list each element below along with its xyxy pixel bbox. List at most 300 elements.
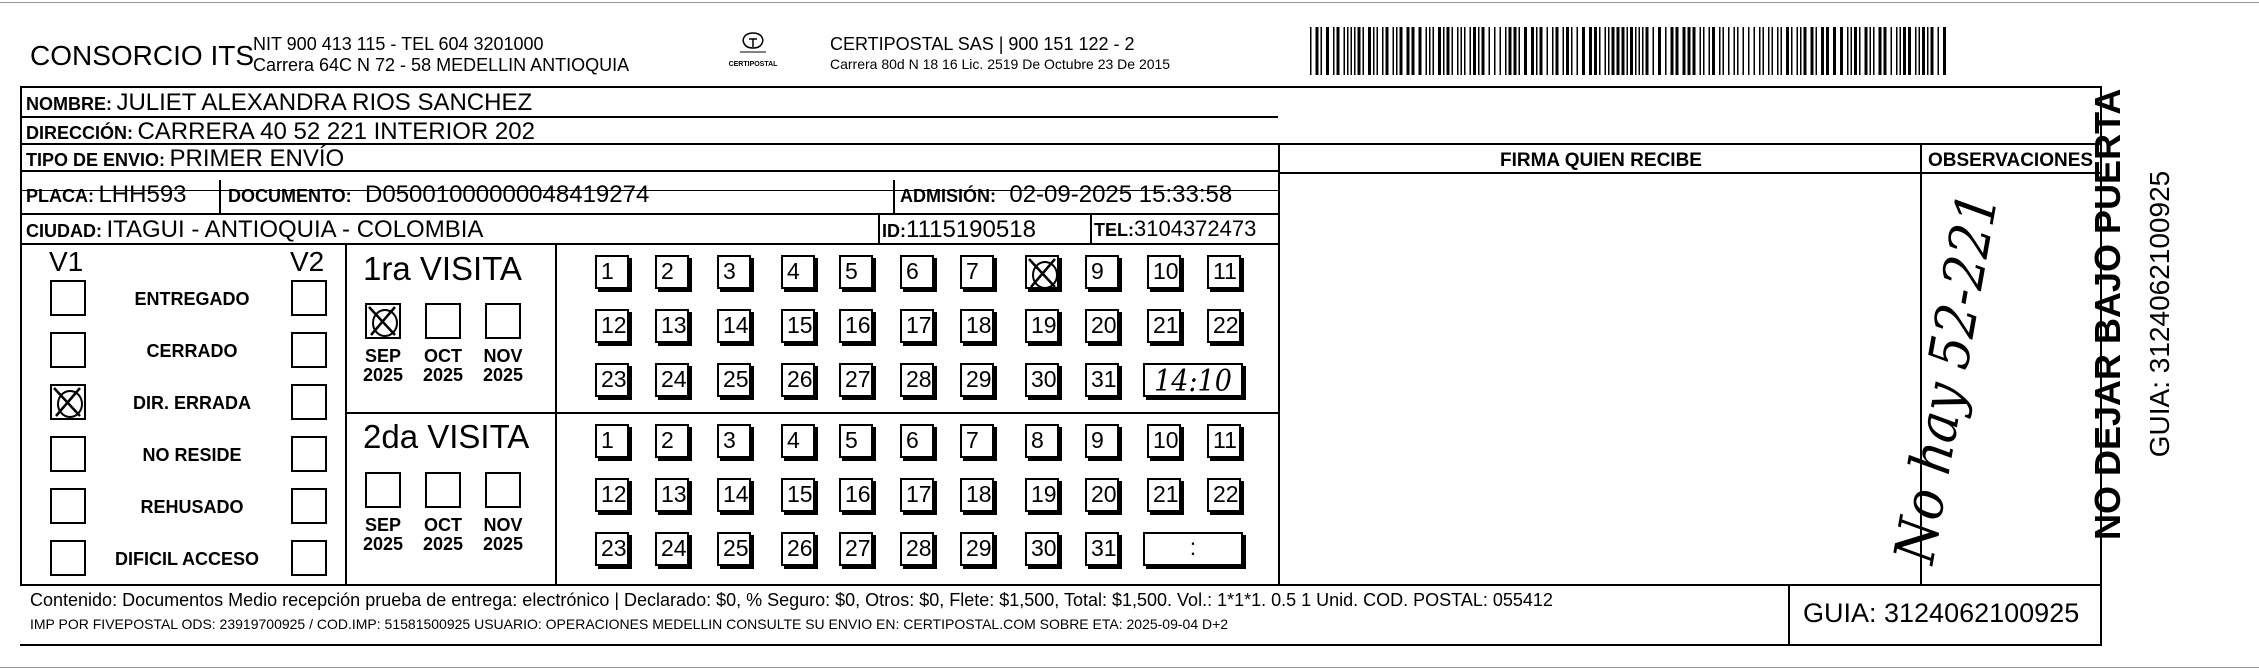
months-right-line-1 [555, 243, 557, 584]
barcode-bar [1438, 27, 1441, 75]
id-divider [878, 213, 880, 243]
barcode-bar [1536, 27, 1538, 75]
first-visit-day-box[interactable] [717, 363, 751, 397]
nombre-label: NOMBRE: [26, 94, 112, 114]
first-visit-day-box[interactable] [900, 255, 934, 289]
second-visit-day-box[interactable] [655, 532, 689, 566]
barcode-bar [1373, 27, 1375, 75]
second-visit-day-box[interactable] [900, 424, 934, 458]
day-number: 3 [723, 427, 736, 453]
first-visit-day-box[interactable] [960, 309, 994, 343]
barcode-bar [1772, 27, 1774, 75]
second-visit-day-box[interactable] [1085, 532, 1119, 566]
v2-checkbox[interactable] [291, 384, 327, 420]
id-row [882, 218, 1036, 242]
barcode-bar [1464, 27, 1466, 75]
first-visit-title: 1ra VISITA [363, 250, 522, 287]
day-number: 28 [906, 366, 932, 392]
second-visit-day-box[interactable] [1207, 424, 1241, 458]
day-number: 2 [661, 258, 674, 284]
first-visit-day-box[interactable] [717, 309, 751, 343]
barcode-bar [1723, 27, 1725, 75]
first-visit-day-box[interactable] [595, 255, 629, 289]
day-number: 24 [661, 535, 687, 561]
barcode-bar [1612, 27, 1615, 75]
barcode-bar [1386, 27, 1389, 75]
first-visit-day-box[interactable] [655, 309, 689, 343]
month-year: 2025 [422, 533, 464, 554]
barcode-bar [1400, 27, 1403, 75]
visits-middle-line [345, 412, 1278, 414]
day-number: 19 [1031, 481, 1057, 507]
day-number: 7 [966, 427, 979, 453]
day-number: 18 [966, 481, 992, 507]
second-visit-day-box[interactable] [595, 424, 629, 458]
second-visit-day-box[interactable] [655, 424, 689, 458]
barcode-bar [1326, 27, 1329, 75]
barcode-bar [1840, 27, 1843, 75]
second-visit-day-box[interactable] [595, 478, 629, 512]
first-visit-day-box[interactable] [960, 363, 994, 397]
barcode-bar [1865, 27, 1868, 75]
ciudad-label: CIUDAD: [26, 221, 102, 241]
tel-divider [1090, 213, 1092, 243]
footer-imp: IMP POR FIVEPOSTAL ODS: 23919700925 / COD.IMP: 51581500925 USUARIO: OPERACIONES MEDELLIN CONSULTE SU ENVIO EN: CERTIPOSTAL.COM SOBRE ETA: 2025-09-04 D+2 [30, 616, 1229, 632]
barcode-bar [1693, 27, 1696, 75]
second-visit-day-box[interactable] [900, 532, 934, 566]
barcode-bar [1452, 27, 1454, 75]
day-number: 14 [723, 312, 749, 338]
tipo-value: PRIMER ENVÍO [169, 145, 345, 172]
barcode-bar [1900, 27, 1902, 75]
first-visit-day-box[interactable] [960, 255, 994, 289]
first-visit-day-box[interactable] [1147, 255, 1181, 289]
barcode-bar [1728, 27, 1730, 75]
barcode-bar [1605, 27, 1607, 75]
barcode-bar [1577, 27, 1579, 75]
firma-left-line [1278, 143, 1280, 584]
second-visit-day-box[interactable] [781, 478, 815, 512]
day-number: 1 [601, 258, 614, 284]
day-number: 1 [601, 427, 614, 453]
v2-checkbox[interactable] [291, 540, 327, 576]
first-visit-day-box[interactable] [1025, 363, 1059, 397]
barcode-bar [1922, 27, 1925, 75]
day-number: 5 [845, 258, 858, 284]
tipo-row [26, 147, 344, 171]
second-visit-day-box[interactable] [1085, 478, 1119, 512]
day-number: 14 [723, 481, 749, 507]
certipostal-info-2: Carrera 80d N 18 16 Lic. 2519 De Octubre 23 De 2015 [830, 56, 1171, 72]
direccion-label: DIRECCIÓN: [26, 123, 133, 143]
id-value: 1115190518 [906, 216, 1036, 243]
barcode-bar [1676, 27, 1679, 75]
barcode-bar [1563, 27, 1565, 75]
first-visit-day-box[interactable] [1085, 309, 1119, 343]
second-visit-day-box[interactable] [839, 424, 873, 458]
barcode-bar [1482, 27, 1485, 75]
barcode-bar [1712, 27, 1715, 75]
barcode-bar [1547, 27, 1549, 75]
barcode-bar [1630, 27, 1633, 75]
v2-checkbox[interactable] [291, 332, 327, 368]
barcode-bar [1927, 27, 1929, 75]
barcode-bar [1419, 27, 1422, 75]
certipostal-logo [728, 30, 778, 76]
barcode-bar [1514, 27, 1517, 75]
firma-header-line [1278, 172, 2102, 174]
barcode-bar [1358, 27, 1361, 75]
barcode-bar [1552, 27, 1554, 75]
barcode-bar [1737, 27, 1739, 75]
second-visit-day-box[interactable] [1207, 478, 1241, 512]
x-mark-icon [1025, 255, 1061, 291]
second-visit-day-box[interactable] [1025, 478, 1059, 512]
side-warning: NO DEJAR BAJO PUERTA [2087, 88, 2128, 540]
first-visit-day-box[interactable] [1085, 363, 1119, 397]
day-number: 30 [1031, 535, 1057, 561]
status-reason-label: ENTREGADO [134, 289, 250, 309]
v1-checkbox[interactable] [50, 384, 86, 420]
admision-divider [893, 180, 895, 214]
barcode-bar [1519, 27, 1521, 75]
day-number: 17 [906, 481, 932, 507]
v1-checkbox[interactable] [50, 540, 86, 576]
barcode-bar [1768, 27, 1770, 75]
barcode-bar [1351, 27, 1353, 75]
second-visit-day-box[interactable] [717, 532, 751, 566]
day-number: 4 [787, 427, 800, 453]
barcode-bar [1566, 27, 1569, 75]
second-visit-month-checkbox[interactable] [425, 472, 461, 508]
barcode-bar [1743, 27, 1745, 75]
direccion-row [26, 120, 535, 144]
first-visit-month-label [418, 347, 468, 385]
month-name: SEP [364, 515, 402, 535]
day-number: 28 [906, 535, 932, 561]
barcode-bar [1589, 27, 1592, 75]
barcode-bar [1524, 27, 1527, 75]
v2-checkbox[interactable] [291, 436, 327, 472]
first-visit-day-box[interactable] [781, 255, 815, 289]
row-line-5 [20, 243, 1278, 245]
first-visit-day-box[interactable] [595, 309, 629, 343]
bottom-edge-line [0, 667, 2259, 668]
barcode-bar [1344, 27, 1346, 75]
month-year: 2025 [362, 533, 404, 554]
barcode-bar [1627, 27, 1629, 75]
barcode-bar [1854, 27, 1857, 75]
barcode-bar [1429, 27, 1431, 75]
barcode-bar [1791, 27, 1793, 75]
second-visit-title: 2da VISITA [363, 418, 530, 455]
v1-checkbox[interactable] [50, 280, 86, 316]
first-visit-month-checkbox[interactable] [485, 303, 521, 339]
first-visit-day-box[interactable] [595, 363, 629, 397]
barcode-bar [1759, 27, 1761, 75]
day-number: 6 [906, 427, 919, 453]
barcode-bar [1777, 27, 1779, 75]
tipo-label: TIPO DE ENVIO: [26, 150, 166, 170]
tel-row [1094, 218, 1256, 240]
barcode-bar [1368, 27, 1371, 75]
placa-value: LHH593 [98, 181, 187, 208]
barcode-bar [1851, 27, 1853, 75]
day-number: 17 [906, 312, 932, 338]
v1-checkbox[interactable] [50, 436, 86, 472]
second-visit-day-box[interactable] [717, 424, 751, 458]
id-label: ID: [882, 221, 906, 241]
first-visit-month-checkbox[interactable] [365, 303, 401, 339]
first-visit-day-box[interactable] [900, 363, 934, 397]
nombre-row [26, 91, 532, 115]
day-number: 26 [787, 366, 813, 392]
barcode-bar [1938, 27, 1940, 75]
barcode-bar [1821, 27, 1824, 75]
month-name: NOV [483, 515, 523, 535]
first-visit-day-box[interactable] [839, 363, 873, 397]
barcode-bar [1531, 27, 1534, 75]
barcode-bar [1781, 27, 1783, 75]
day-number: 12 [601, 312, 627, 338]
barcode-bar [1426, 27, 1428, 75]
second-visit-day-box[interactable] [781, 424, 815, 458]
barcode-bar [1396, 27, 1398, 75]
second-visit-day-box[interactable] [900, 478, 934, 512]
barcode-bar [1903, 27, 1906, 75]
second-visit-day-box[interactable] [717, 478, 751, 512]
barcode-bar [1653, 27, 1655, 75]
barcode-bar [1509, 27, 1512, 75]
ciudad-value: ITAGUI - ANTIOQUIA - COLOMBIA [106, 216, 484, 243]
first-visit-day-box[interactable] [781, 309, 815, 343]
barcode-bar [1931, 27, 1934, 75]
barcode-bar [1658, 27, 1661, 75]
day-number: 25 [723, 366, 749, 392]
v1-checkbox[interactable] [50, 488, 86, 524]
company-info-2: Carrera 64C N 72 - 58 MEDELLIN ANTIOQUIA [253, 55, 630, 75]
day-number: 7 [966, 258, 979, 284]
barcode-bar [1943, 27, 1946, 75]
barcode-bar [1665, 27, 1667, 75]
barcode [1310, 27, 1950, 75]
day-number: 12 [601, 481, 627, 507]
barcode-bar [1688, 27, 1691, 75]
day-number: 4 [787, 258, 800, 284]
day-number: 13 [661, 481, 687, 507]
day-number: 11 [1213, 427, 1237, 453]
barcode-bar [1594, 27, 1597, 75]
observation-handwriting: No hay 52-221 [1882, 187, 2012, 569]
second-visit-day-box[interactable] [1025, 532, 1059, 566]
status-reason-label: DIR. ERRADA [132, 393, 251, 413]
month-year: 2025 [482, 364, 524, 385]
barcode-bar [1412, 27, 1415, 75]
day-number: 20 [1091, 481, 1117, 507]
v2-checkbox[interactable] [291, 280, 327, 316]
v2-label: V2 [290, 246, 325, 277]
footer-bottom-line [20, 644, 2102, 646]
admision-value: 02-09-2025 15:33:58 [1009, 181, 1233, 208]
day-number: 19 [1031, 312, 1057, 338]
month-name: OCT [424, 346, 462, 366]
day-number: 10 [1153, 258, 1179, 284]
day-number: 31 [1091, 535, 1117, 561]
barcode-bar [1734, 27, 1736, 75]
admision-label: ADMISIÓN: [900, 186, 996, 206]
barcode-bar [1407, 27, 1410, 75]
second-visit-day-box[interactable] [1147, 478, 1181, 512]
barcode-bar [1617, 27, 1620, 75]
month-name: NOV [483, 346, 523, 366]
day-number: 16 [845, 481, 871, 507]
day-number: 31 [1091, 366, 1117, 392]
day-number: 13 [661, 312, 687, 338]
second-visit-day-box[interactable] [1025, 424, 1059, 458]
day-number: 27 [845, 535, 871, 561]
barcode-bar [1500, 27, 1502, 75]
x-mark-icon [365, 303, 401, 339]
barcode-bar [1908, 27, 1911, 75]
barcode-bar [1393, 27, 1395, 75]
day-number: 30 [1031, 366, 1057, 392]
barcode-bar [1489, 27, 1491, 75]
barcode-bar [1321, 27, 1323, 75]
day-number: 9 [1091, 427, 1104, 453]
barcode-bar [1811, 27, 1814, 75]
company-info-1: NIT 900 413 115 - TEL 604 3201000 [253, 34, 544, 54]
barcode-bar [1505, 27, 1507, 75]
barcode-bar [1599, 27, 1601, 75]
second-visit-day-box[interactable] [839, 532, 873, 566]
form-top-line [20, 86, 2102, 88]
barcode-bar [1571, 27, 1573, 75]
observaciones-label: OBSERVACIONES [1928, 150, 2094, 171]
barcode-bar [1683, 27, 1686, 75]
day-number: 10 [1153, 427, 1179, 453]
barcode-bar [1363, 27, 1365, 75]
first-visit-day-box[interactable] [781, 363, 815, 397]
second-visit-day-box[interactable] [960, 424, 994, 458]
barcode-bar [1494, 27, 1496, 75]
second-visit-day-box[interactable] [960, 478, 994, 512]
status-reason-label: NO RESIDE [142, 445, 242, 465]
first-visit-day-box[interactable] [1207, 255, 1241, 289]
first-visit-day-box[interactable] [1025, 255, 1059, 289]
first-visit-day-box[interactable] [655, 363, 689, 397]
day-number: 22 [1213, 312, 1239, 338]
v1-checkbox[interactable] [50, 332, 86, 368]
day-number: 23 [601, 535, 627, 561]
barcode-bar [1642, 27, 1644, 75]
logo-icon [736, 30, 770, 56]
second-visit-month-checkbox[interactable] [365, 472, 401, 508]
day-number: 16 [845, 312, 871, 338]
barcode-bar [1800, 27, 1802, 75]
first-visit-day-box[interactable] [1147, 309, 1181, 343]
day-number: 9 [1091, 258, 1104, 284]
day-number: 5 [845, 427, 858, 453]
v2-checkbox[interactable] [291, 488, 327, 524]
second-visit-month-label [478, 516, 528, 554]
first-visit-day-box[interactable] [717, 255, 751, 289]
day-number: 15 [787, 312, 813, 338]
day-number: 26 [787, 535, 813, 561]
first-visit-day-box[interactable] [900, 309, 934, 343]
second-visit-month-checkbox[interactable] [485, 472, 521, 508]
day-number: 11 [1213, 258, 1237, 284]
second-visit-month-label [358, 516, 408, 554]
day-number: 2 [661, 427, 674, 453]
v1-label: V1 [49, 246, 84, 277]
barcode-bar [1608, 27, 1610, 75]
second-visit-day-box[interactable] [595, 532, 629, 566]
barcode-bar [1804, 27, 1807, 75]
barcode-bar [1556, 27, 1559, 75]
barcode-bar [1700, 27, 1702, 75]
first-visit-day-box[interactable] [655, 255, 689, 289]
first-visit-day-box[interactable] [1085, 255, 1119, 289]
second-visit-day-box[interactable] [839, 478, 873, 512]
first-visit-day-box[interactable] [1207, 309, 1241, 343]
tel-value: 3104372473 [1134, 216, 1257, 241]
status-reason-label: REHUSADO [140, 497, 244, 517]
barcode-bar [1859, 27, 1861, 75]
barcode-bar [1433, 27, 1435, 75]
logo-text: CERTIPOSTAL [728, 61, 778, 68]
barcode-bar [1816, 27, 1818, 75]
barcode-bar [1622, 27, 1625, 75]
second-visit-time-field[interactable]: : [1143, 532, 1243, 566]
barcode-bar [1870, 27, 1872, 75]
day-number: 24 [661, 366, 687, 392]
admision-row [900, 183, 1232, 207]
first-visit-time-field[interactable]: 14:10 [1143, 363, 1243, 397]
second-visit-day-box[interactable] [655, 478, 689, 512]
barcode-bar [1443, 27, 1445, 75]
day-number: 6 [906, 258, 919, 284]
barcode-bar [1754, 27, 1756, 75]
barcode-bar [1915, 27, 1917, 75]
barcode-bar [1377, 27, 1379, 75]
documento-value: D05001000000048419274 [365, 181, 650, 208]
first-visit-day-box[interactable] [839, 309, 873, 343]
first-visit-day-box[interactable] [1025, 309, 1059, 343]
second-visit-day-box[interactable] [1147, 424, 1181, 458]
second-visit-day-box[interactable] [960, 532, 994, 566]
first-visit-day-box[interactable] [839, 255, 873, 289]
barcode-bar [1333, 27, 1335, 75]
second-visit-day-box[interactable] [1085, 424, 1119, 458]
first-visit-month-label [358, 347, 408, 385]
footer-contenido: Contenido: Documentos Medio recepción prueba de entrega: electrónico | Declarado: $0, % Seguro: $0, Otros: $0, Flete: $1,500, Total: $1,500. Vol.: 1*1*1. 0.5 1 Unid. COD. POSTAL: 055412 [30, 590, 1553, 610]
barcode-bar [1763, 27, 1765, 75]
barcode-bar [1847, 27, 1849, 75]
first-visit-month-checkbox[interactable] [425, 303, 461, 339]
side-guia: GUIA: 3124062100925 [2144, 170, 2175, 458]
month-year: 2025 [422, 364, 464, 385]
nombre-value: JULIET ALEXANDRA RIOS SANCHEZ [116, 89, 533, 116]
firma-label: FIRMA QUIEN RECIBE [1500, 150, 1702, 171]
footer-guia: GUIA: 3124062100925 [1803, 598, 2080, 628]
second-visit-day-box[interactable] [781, 532, 815, 566]
footer-guia-line [1788, 584, 1790, 644]
placa-label: PLACA: [26, 186, 94, 206]
ciudad-row [26, 218, 483, 242]
status-reason-label: CERRADO [146, 341, 238, 361]
barcode-bar [1833, 27, 1836, 75]
barcode-bar [1470, 27, 1472, 75]
